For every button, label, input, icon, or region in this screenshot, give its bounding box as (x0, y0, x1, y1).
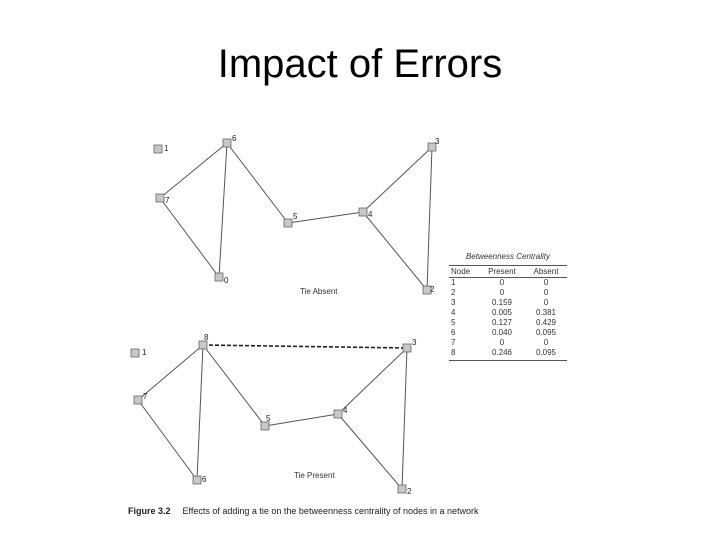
table-title: Betweenness Centrality (465, 252, 551, 261)
table-row (449, 348, 567, 361)
page-title: Impact of Errors (217, 42, 503, 86)
table-header-row (449, 266, 567, 278)
graph-node (199, 341, 207, 349)
figure-caption (128, 506, 479, 516)
cell-present: 0.246 (479, 348, 525, 361)
betweenness-table (449, 265, 567, 361)
cell-node: 2 (451, 288, 456, 297)
cell-present: 0 (499, 338, 505, 347)
graph-node (223, 139, 231, 147)
cell-absent: 0 (543, 288, 549, 297)
cell-absent: 0 (543, 298, 549, 307)
cell-node: 1 (451, 278, 456, 287)
graph-node (154, 145, 162, 153)
table-row (449, 278, 567, 289)
node-label: 6 (202, 475, 207, 484)
graph-edge (402, 348, 407, 489)
node-label: 2 (407, 487, 412, 496)
node-label: 5 (266, 414, 271, 423)
graph-edge (427, 147, 432, 290)
cell-node: 8 (449, 348, 479, 361)
cell-present: 0 (499, 278, 505, 287)
cell-present: 0.005 (491, 308, 512, 317)
cell-node: 7 (451, 338, 456, 347)
node-label: 5 (293, 212, 298, 221)
cell-node: 5 (451, 318, 456, 327)
graph-edge (219, 143, 227, 277)
cell-node: 3 (451, 298, 456, 307)
cell-absent: 0.429 (535, 318, 556, 327)
header-node: Node (449, 266, 479, 278)
graph-node (134, 396, 142, 404)
graph-node (261, 422, 269, 430)
graph-edge (138, 400, 197, 480)
table-row (449, 298, 567, 308)
graph-caption: Tie Present (294, 471, 335, 480)
cell-present: 0 (499, 288, 505, 297)
graph-node (156, 194, 164, 202)
node-label: 7 (165, 196, 170, 205)
graph-node (131, 349, 139, 357)
graph-edge (160, 143, 227, 198)
graph-edge (338, 414, 402, 489)
graph-edge (338, 348, 407, 414)
graph-node (398, 485, 406, 493)
graph-edge (288, 212, 363, 223)
graph-node (215, 273, 223, 281)
node-label: 4 (368, 210, 373, 219)
figure-caption-text: Effects of adding a tie on the betweenness centrality of nodes in a network (182, 506, 479, 516)
graph-edge (363, 212, 427, 290)
graph-edge (203, 345, 265, 426)
graph-node (334, 410, 342, 418)
graph-node (193, 476, 201, 484)
node-label: 0 (224, 276, 229, 285)
header-absent: Absent (525, 266, 567, 278)
betweenness-table-panel (449, 252, 567, 361)
cell-absent: 0.095 (525, 348, 567, 361)
table-row (449, 308, 567, 318)
node-label: 1 (142, 348, 147, 357)
cell-absent: 0 (543, 338, 549, 347)
figure-label: Figure 3.2 (128, 506, 171, 516)
table-row (449, 338, 567, 348)
node-label: 8 (204, 333, 209, 342)
graph-node (403, 344, 411, 352)
graph-edge (160, 198, 219, 277)
table-row (449, 288, 567, 298)
node-label: 2 (430, 285, 435, 294)
node-label: 1 (164, 144, 169, 153)
added-tie-edge (203, 345, 407, 348)
node-label: 4 (343, 406, 348, 415)
cell-absent: 0 (543, 278, 549, 287)
graph-caption: Tie Absent (300, 287, 338, 296)
graph-edge (265, 414, 338, 426)
graph-edge (197, 345, 203, 480)
graph-node (359, 208, 367, 216)
cell-absent: 0.381 (535, 308, 556, 317)
graph-tie-absent (154, 134, 440, 296)
graph-node (284, 219, 292, 227)
cell-present: 0.127 (491, 318, 512, 327)
table-row (449, 318, 567, 328)
cell-present: 0.040 (491, 328, 512, 337)
cell-present: 0.159 (491, 298, 512, 307)
table-row (449, 328, 567, 338)
node-label: 6 (232, 134, 237, 143)
cell-absent: 0.095 (535, 328, 556, 337)
cell-node: 6 (451, 328, 456, 337)
node-label: 7 (143, 392, 148, 401)
graph-tie-present (131, 333, 417, 496)
graph-edge (138, 345, 203, 400)
header-present: Present (479, 266, 525, 278)
node-label: 3 (412, 338, 417, 347)
graph-edge (227, 143, 288, 223)
cell-node: 4 (451, 308, 456, 317)
node-label: 3 (435, 137, 440, 146)
graph-edge (363, 147, 432, 212)
